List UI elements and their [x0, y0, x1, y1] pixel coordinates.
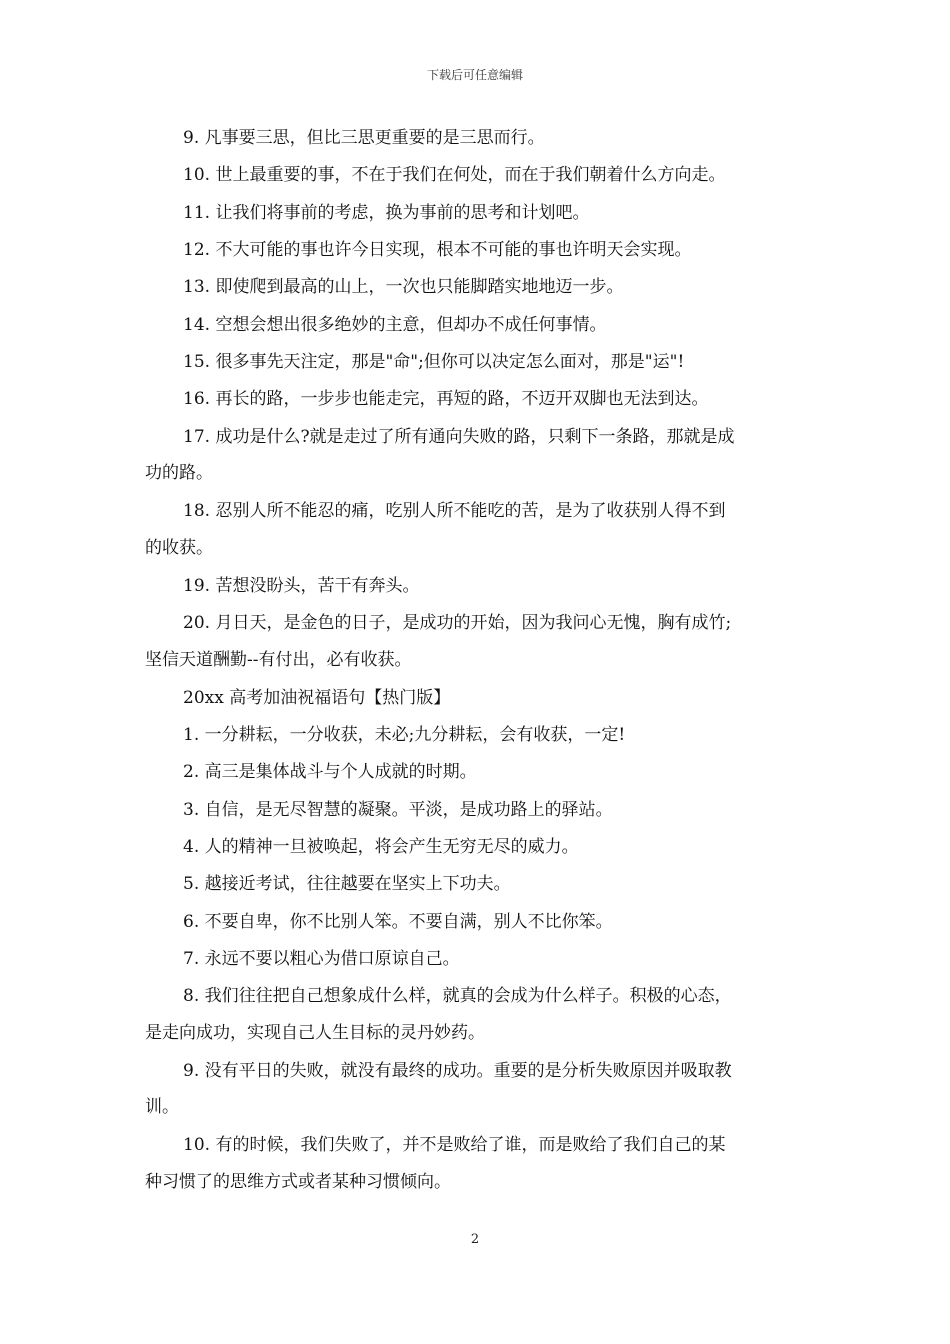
list-item: 20. 月日天，是金色的日子，是成功的开始，因为我问心无愧，胸有成竹; — [183, 613, 732, 633]
list-item: 18. 忍别人所不能忍的痛，吃别人所不能吃的苦，是为了收获别人得不到 — [183, 501, 726, 521]
list-item: 2. 高三是集体战斗与个人成就的时期。 — [183, 762, 477, 782]
page-header: 下载后可任意编辑 — [426, 68, 523, 82]
list-item: 19. 苦想没盼头，苦干有奔头。 — [183, 576, 420, 596]
page-number: 2 — [470, 1232, 480, 1247]
list-item: 7. 永远不要以粗心为借口原谅自己。 — [183, 949, 460, 969]
list-item-continuation: 种习惯了的思维方式或者某种习惯倾向。 — [145, 1172, 451, 1192]
list-item: 8. 我们往往把自己想象成什么样，就真的会成为什么样子。积极的心态， — [183, 986, 732, 1006]
list-item: 16. 再长的路，一步步也能走完，再短的路，不迈开双脚也无法到达。 — [183, 389, 709, 409]
list-item: 4. 人的精神一旦被唤起，将会产生无穷无尽的威力。 — [183, 837, 579, 857]
list-item: 3. 自信，是无尽智慧的凝聚。平淡，是成功路上的驿站。 — [183, 800, 613, 820]
list-item: 9. 没有平日的失败，就没有最终的成功。重要的是分析失败原因并吸取教 — [183, 1061, 732, 1081]
list-item-continuation: 是走向成功，实现自己人生目标的灵丹妙药。 — [145, 1023, 485, 1043]
list-item: 17. 成功是什么?就是走过了所有通向失败的路，只剩下一条路，那就是成 — [183, 427, 735, 447]
list-item-continuation: 功的路。 — [145, 463, 213, 483]
list-item: 5. 越接近考试，往往越要在坚实上下功夫。 — [183, 874, 511, 894]
list-item: 11. 让我们将事前的考虑，换为事前的思考和计划吧。 — [183, 203, 590, 223]
list-item: 1. 一分耕耘，一分收获，未必;九分耕耘，会有收获，一定! — [183, 725, 626, 745]
section-heading: 20xx 高考加油祝福语句【热门版】 — [183, 688, 451, 708]
list-item: 10. 世上最重要的事，不在于我们在何处，而在于我们朝着什么方向走。 — [183, 165, 726, 185]
list-item: 12. 不大可能的事也许今日实现，根本不可能的事也许明天会实现。 — [183, 240, 692, 260]
list-item: 15. 很多事先天注定，那是"命";但你可以决定怎么面对，那是"运"! — [183, 352, 685, 372]
list-item: 13. 即使爬到最高的山上，一次也只能脚踏实地地迈一步。 — [183, 277, 624, 297]
list-item: 14. 空想会想出很多绝妙的主意，但却办不成任何事情。 — [183, 315, 607, 335]
list-item-continuation: 的收获。 — [145, 538, 213, 558]
list-item-continuation: 训。 — [145, 1097, 179, 1117]
list-item-continuation: 坚信天道酬勤--有付出，必有收获。 — [145, 650, 412, 670]
list-item: 6. 不要自卑，你不比别人笨。不要自满，别人不比你笨。 — [183, 912, 613, 932]
list-item: 10. 有的时候，我们失败了，并不是败给了谁，而是败给了我们自己的某 — [183, 1135, 726, 1155]
list-item: 9. 凡事要三思，但比三思更重要的是三思而行。 — [183, 128, 545, 148]
